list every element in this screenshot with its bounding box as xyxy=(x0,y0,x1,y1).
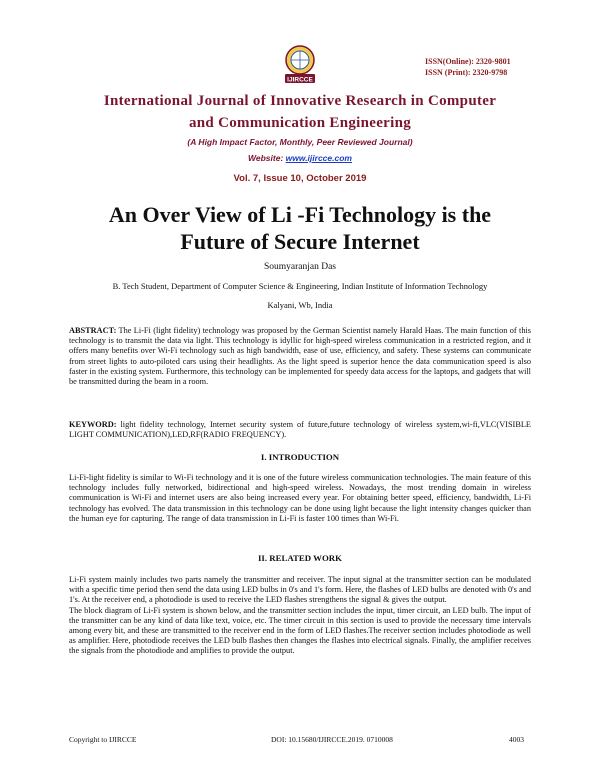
related-work-heading: II. RELATED WORK xyxy=(258,553,342,563)
journal-impact: (A High Impact Factor, Monthly, Peer Reviewed Journal) xyxy=(187,137,413,147)
abstract-label: ABSTRACT: xyxy=(69,326,117,335)
journal-title-line1: International Journal of Innovative Research in Computer xyxy=(103,93,497,109)
keywords-text: light fidelity technology, Internet security system of future,future technology of wireless system,wi-fi,VLC(VISIBLE LIGHT COMMUNICATION),LED,RF(RADIO FREQUENCY). xyxy=(69,420,531,440)
footer-doi: DOI: 10.15680/IJIRCCE.2019. 0710008 xyxy=(271,735,393,744)
related-work-paragraph-2: The block diagram of Li-Fi system is shown below, and the transmitter section includes the input, timer circuit, an LED bulb. The input of the transmitter can be any kind of data like text, voice, etc. The timer circuit in this section is used to provide the necessary time intervals among every bit, and these are transmitted to the receiver end in the form of LED flashes.The receiver section includes photodiode as well as amplifier. Here, photodiode receives the LED bulb flashes then changes the flashes into electrical signals. Finally, the amplifier receives the signals from the photodiode and amplifies to provide the output. xyxy=(69,605,531,656)
related-work-body xyxy=(69,575,531,657)
author-affiliation: B. Tech Student, Department of Computer Science & Engineering, Indian Institute of Information Technology xyxy=(112,281,488,291)
journal-title-line2: and Communication Engineering xyxy=(188,115,412,131)
keywords xyxy=(69,420,531,440)
introduction-heading: I. INTRODUCTION xyxy=(260,452,340,462)
journal-title xyxy=(0,90,600,134)
logo-emblem-icon xyxy=(271,42,329,90)
website-link[interactable]: www.ijircce.com xyxy=(285,153,352,163)
abstract xyxy=(69,326,531,387)
keywords-label: KEYWORD: xyxy=(69,420,117,429)
author-name: Soumyaranjan Das xyxy=(263,262,337,272)
footer-copyright: Copyright to IJIRCCE xyxy=(69,735,137,744)
abstract-text: The Li-Fi (light fidelity) technology was proposed by the German Scientist namely Harald Haas. The main function of this technology is to transmit the data via light. This technology is idyllic for high-speed wireless communication in a restricted region, and it offers many benefits over Wi-Fi technology such as high bandwidth, ease of use, efficiency, and safety. These systems can communicate from street lights to auto-piloted cars using their headlights. As the light speed is superior hence the data communication speed is also faster in the existing system. Furthermore, this technology can be implemented for speedy data access for the laptops, and gadgets that will be transmitted during the beam in a room. xyxy=(69,326,531,387)
author-location: Kalyani, Wb, India xyxy=(267,300,333,310)
journal-website xyxy=(0,153,600,163)
paper-title-line2: Future of Secure Internet xyxy=(180,229,420,254)
issn-online: ISSN(Online): 2320-9801 xyxy=(425,57,511,66)
footer-page-number: 4003 xyxy=(509,735,524,744)
paper-title xyxy=(0,201,600,255)
issn-print: ISSN (Print): 2320-9798 xyxy=(425,68,508,77)
paper-title-line1: An Over View of Li -Fi Technology is the xyxy=(108,202,492,227)
website-label: Website: xyxy=(248,153,284,163)
volume-issue: Vol. 7, Issue 10, October 2019 xyxy=(233,173,367,184)
journal-logo xyxy=(271,42,329,90)
logo-text: IJIRCCE xyxy=(287,76,313,84)
introduction-text: Li-Fi-light fidelity is similar to Wi-Fi technology and it is one of the future wireless communication technologies. The main feature of this technology includes fully networked, bidirectional and high-speed wireless. Nowadays, the most trending domain in wireless communication is Wi-Fi and internet users are also being increased every year. For obtaining better speed, efficiency, bandwidth, Li-Fi technology has evolved. The data transmission in this technology can be done using light because the light intensity changes quicker than the human eye for capturing. The range of data transmission in Li-Fi is faster 100 times than Wi-Fi. xyxy=(69,473,531,523)
issn-block xyxy=(425,56,511,78)
related-work-paragraph-1: Li-Fi system mainly includes two parts namely the transmitter and receiver. The input signal at the transmitter section can be modulated with a specific time period then send the data using LED bulbs in 0's and 1's form. Here, the flashes of LED bulbs are denoted with 0's and 1's. At the receiver end, a photodiode is used to receive the LED flashes strengthens the signal & gives the output. xyxy=(69,575,531,605)
